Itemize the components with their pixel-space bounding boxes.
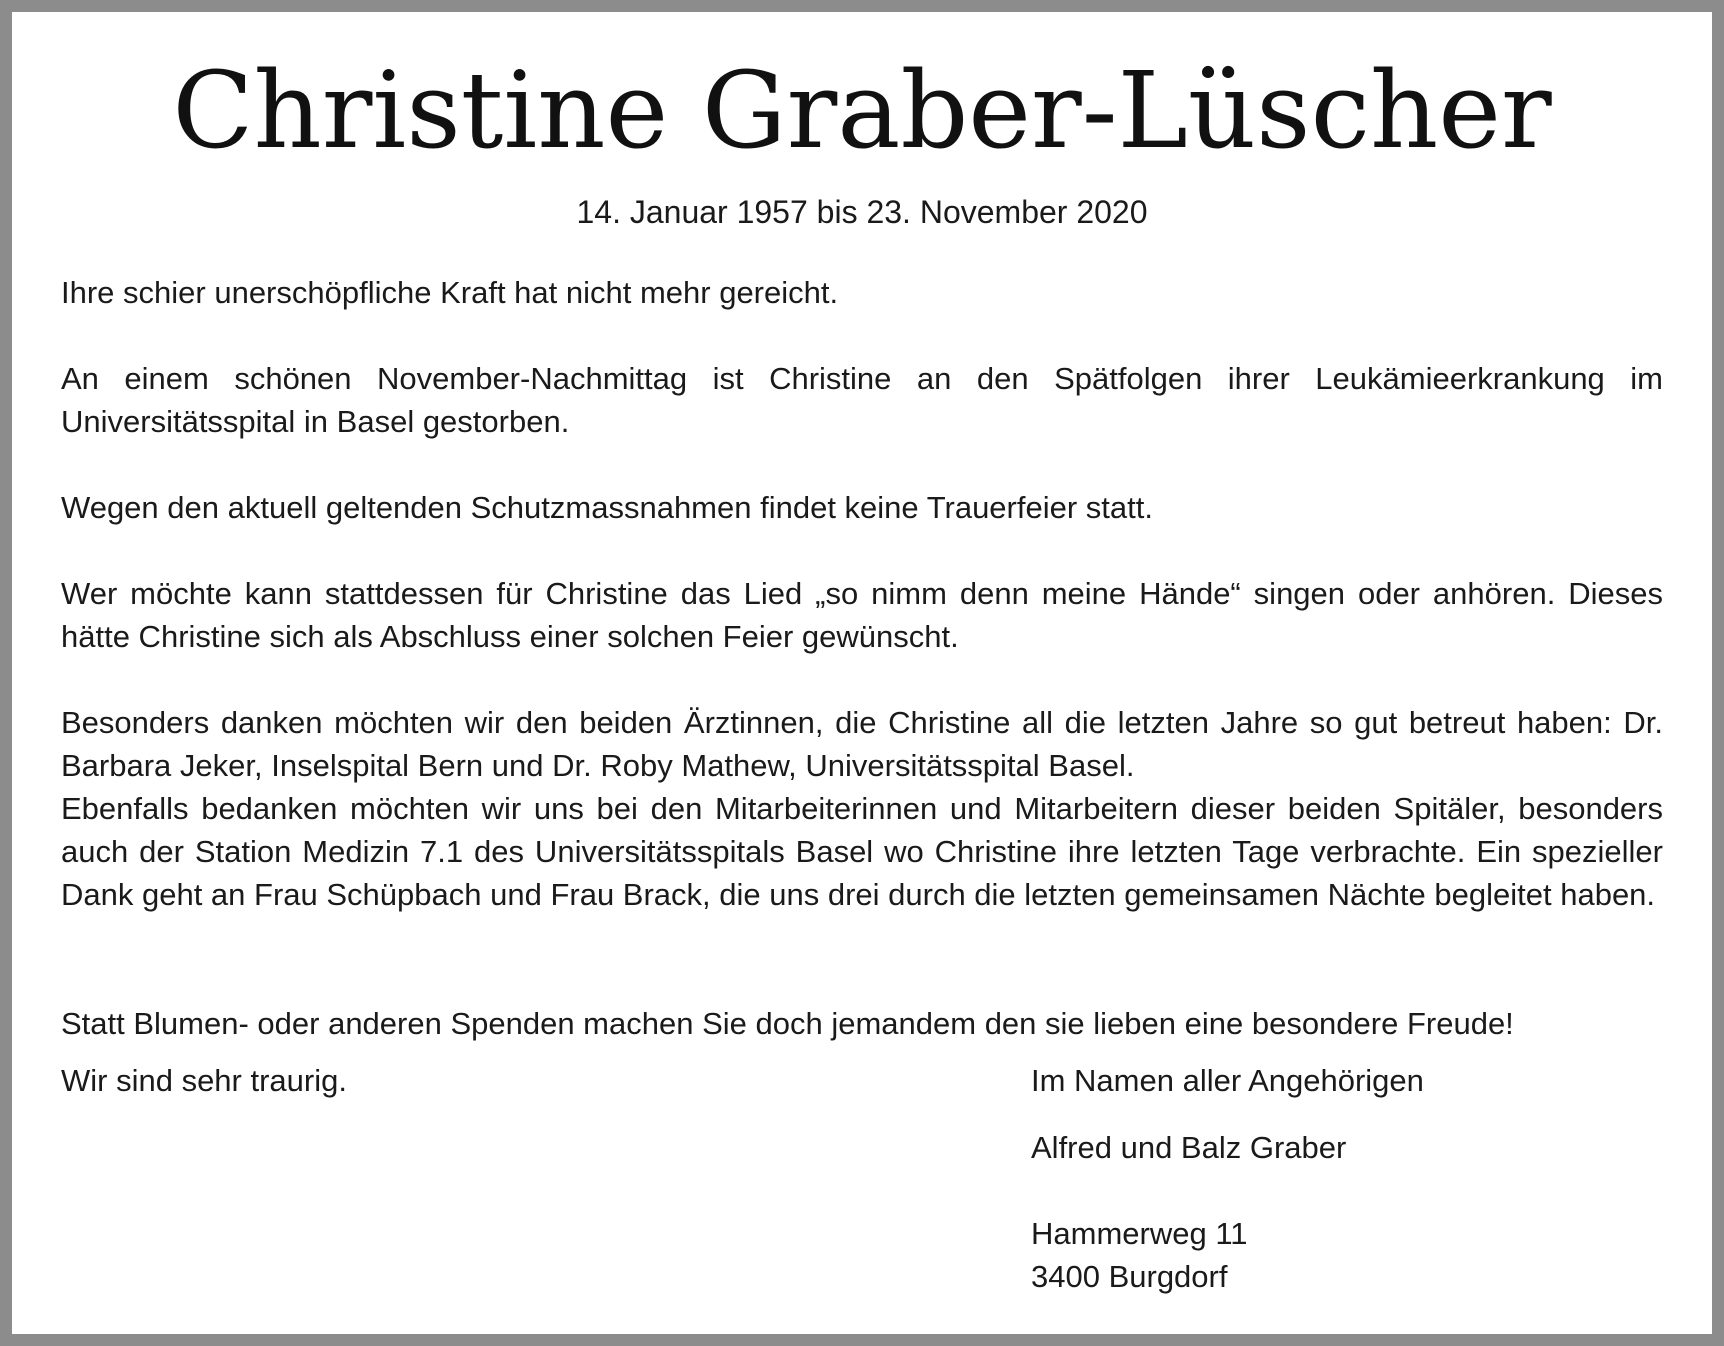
donations-paragraph: Statt Blumen- oder anderen Spenden machen Sie doch jemandem den sie lieben eine besondere Freude! xyxy=(61,1006,1514,1041)
address-city: 3400 Burgdorf xyxy=(1031,1259,1228,1294)
obituary-sheet xyxy=(12,12,1712,1334)
opening-paragraph: Ihre schier unerschöpfliche Kraft hat nicht mehr gereicht. xyxy=(61,275,839,310)
on-behalf-line: Im Namen aller Angehörigen xyxy=(1031,1063,1424,1098)
death-paragraph: An einem schönen November-Nachmittag ist Christine an den Spätfolgen ihrer Leukämieerkrankung im Universitätsspital in Basel gestorben. xyxy=(61,361,1663,439)
address-street: Hammerweg 11 xyxy=(1031,1216,1248,1251)
signers-line: Alfred und Balz Graber xyxy=(1031,1130,1347,1165)
staff-thanks-paragraph: Ebenfalls bedanken möchten wir uns bei den Mitarbeiterinnen und Mitarbeitern dieser beiden Spitäler, besonders auch der Station Medizin 7.1 des Universitätsspitals Basel wo Christine ihre letzten Tage verbrachte. Ein spezieller Dank geht an Frau Schüpbach und Frau Brack, die uns drei durch die letzten gemeinsamen Nächte begleitet haben. xyxy=(61,791,1663,912)
doctors-thanks-paragraph: Besonders danken möchten wir den beiden Ärztinnen, die Christine all die letzten Jahre so gut betreut haben: Dr. Barbara Jeker, Inselspital Bern und Dr. Roby Mathew, Universitätsspital Basel. xyxy=(61,705,1663,783)
life-dates: 14. Januar 1957 bis 23. November 2020 xyxy=(576,194,1148,230)
funeral-paragraph: Wegen den aktuell geltenden Schutzmassnahmen findet keine Trauerfeier statt. xyxy=(61,490,1153,525)
song-paragraph: Wer möchte kann stattdessen für Christine das Lied „so nimm denn meine Hände“ singen oder anhören. Dieses hätte Christine sich als Abschluss einer solchen Feier gewünscht. xyxy=(61,576,1663,654)
closing-line: Wir sind sehr traurig. xyxy=(61,1063,347,1098)
deceased-name: Christine Graber-Lüscher xyxy=(172,49,1552,172)
